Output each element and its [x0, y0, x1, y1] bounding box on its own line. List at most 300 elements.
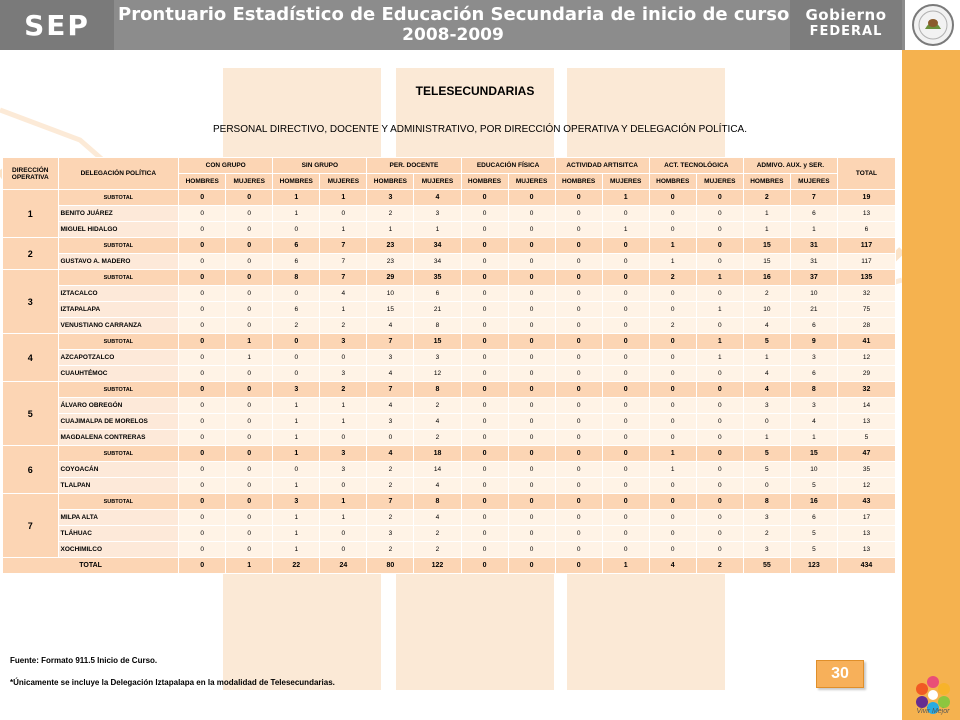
subtotal-value: 0: [461, 190, 508, 206]
table-cell: 3: [790, 350, 837, 366]
table-row: [3, 366, 896, 382]
table-cell: 12: [837, 350, 895, 366]
table-row: [3, 222, 896, 238]
table-cell: 2: [367, 462, 414, 478]
table-row: [3, 462, 896, 478]
subtotal-value: 0: [273, 334, 320, 350]
table-cell: 0: [696, 478, 743, 494]
subtotal-value: 8: [790, 382, 837, 398]
table-cell: 4: [320, 286, 367, 302]
table-cell: 0: [461, 510, 508, 526]
table-cell: 1: [320, 414, 367, 430]
table-cell: 2: [414, 542, 461, 558]
table-cell: 0: [179, 462, 226, 478]
subtotal-value: 34: [414, 238, 461, 254]
subtotal-value: 7: [367, 334, 414, 350]
table-cell: 1: [649, 254, 696, 270]
table-cell: 21: [790, 302, 837, 318]
table-cell: 13: [837, 206, 895, 222]
table-cell: 0: [743, 414, 790, 430]
table-cell: 0: [508, 254, 555, 270]
table-cell: 0: [743, 478, 790, 494]
table-cell: 0: [273, 286, 320, 302]
header-hombres: HOMBRES: [555, 174, 602, 190]
table-cell: 1: [273, 478, 320, 494]
header-group: ACTIVIDAD ARTISITCA: [555, 158, 649, 174]
subtotal-value: 0: [179, 190, 226, 206]
table-cell: 0: [273, 462, 320, 478]
delegacion-name: AZCAPOTZALCO: [58, 350, 179, 366]
table-cell: 1: [367, 222, 414, 238]
direccion-operativa-number: 5: [3, 382, 59, 446]
table-cell: 0: [179, 542, 226, 558]
table-cell: 0: [555, 222, 602, 238]
table-cell: 3: [414, 206, 461, 222]
header-hombres: HOMBRES: [649, 174, 696, 190]
table-cell: 0: [555, 286, 602, 302]
document-title: [118, 4, 788, 46]
table-cell: 0: [508, 462, 555, 478]
subtotal-value: 0: [555, 238, 602, 254]
table-cell: 0: [602, 462, 649, 478]
table-cell: 4: [414, 478, 461, 494]
table-cell: 2: [743, 286, 790, 302]
subtotal-value: 0: [508, 238, 555, 254]
table-cell: 0: [179, 350, 226, 366]
subtotal-value: 0: [649, 190, 696, 206]
subtotal-value: 0: [461, 334, 508, 350]
table-cell: 0: [226, 478, 273, 494]
table-cell: 0: [179, 430, 226, 446]
header-delegacion-politica: DELEGACIÓN POLÍTICA: [58, 158, 179, 190]
table-cell: 1: [743, 350, 790, 366]
subtotal-value: 0: [555, 270, 602, 286]
table-cell: 0: [508, 510, 555, 526]
total-value: 2: [696, 558, 743, 574]
total-value: 0: [555, 558, 602, 574]
table-cell: 0: [226, 430, 273, 446]
subtotal-value: 0: [226, 238, 273, 254]
table-cell: 0: [696, 318, 743, 334]
table-cell: 5: [837, 430, 895, 446]
table-cell: 0: [696, 222, 743, 238]
subtotal-value: 2: [320, 382, 367, 398]
table-cell: 0: [602, 366, 649, 382]
subtotal-value: 0: [649, 382, 696, 398]
subtotal-label: SUBTOTAL: [58, 334, 179, 350]
subtotal-value: 2: [649, 270, 696, 286]
total-value: 1: [602, 558, 649, 574]
table-cell: 0: [508, 430, 555, 446]
table-cell: 1: [273, 510, 320, 526]
table-cell: 10: [743, 302, 790, 318]
table-cell: 0: [508, 542, 555, 558]
table-cell: 32: [837, 286, 895, 302]
table-cell: 2: [367, 510, 414, 526]
table-cell: 0: [367, 430, 414, 446]
subtotal-value: 0: [508, 446, 555, 462]
subtotal-value: 0: [602, 382, 649, 398]
subtotal-value: 0: [696, 446, 743, 462]
table-row: [3, 414, 896, 430]
table-cell: 1: [273, 206, 320, 222]
table-cell: 1: [743, 222, 790, 238]
table-row: [3, 398, 896, 414]
header-mujeres: MUJERES: [602, 174, 649, 190]
table-cell: 0: [508, 398, 555, 414]
delegacion-name: TLÁHUAC: [58, 526, 179, 542]
table-cell: 0: [461, 318, 508, 334]
direccion-operativa-number: 2: [3, 238, 59, 270]
subtotal-value: 135: [837, 270, 895, 286]
total-value: 22: [273, 558, 320, 574]
table-row: [3, 254, 896, 270]
table-cell: 0: [320, 478, 367, 494]
table-cell: 3: [367, 526, 414, 542]
table-cell: 0: [602, 206, 649, 222]
table-cell: 23: [367, 254, 414, 270]
table-cell: 0: [461, 222, 508, 238]
table-cell: 0: [226, 526, 273, 542]
direccion-operativa-number: 1: [3, 190, 59, 238]
table-cell: 0: [602, 478, 649, 494]
table-cell: 0: [555, 542, 602, 558]
subtotal-value: 0: [179, 446, 226, 462]
table-cell: 0: [602, 414, 649, 430]
table-cell: 0: [226, 398, 273, 414]
table-cell: 0: [555, 430, 602, 446]
header-mujeres: MUJERES: [508, 174, 555, 190]
table-cell: 0: [273, 222, 320, 238]
table-cell: 6: [790, 318, 837, 334]
subtotal-value: 0: [461, 494, 508, 510]
delegacion-name: IZTAPALAPA: [58, 302, 179, 318]
table-row: [3, 318, 896, 334]
table-cell: 5: [743, 462, 790, 478]
subtotal-value: 3: [273, 494, 320, 510]
table-cell: 0: [179, 478, 226, 494]
table-cell: 0: [461, 542, 508, 558]
table-cell: 0: [320, 350, 367, 366]
subtotal-value: 0: [602, 334, 649, 350]
subtotal-value: 0: [461, 446, 508, 462]
subtotal-value: 0: [649, 334, 696, 350]
table-cell: 17: [837, 510, 895, 526]
table-cell: 6: [790, 206, 837, 222]
table-cell: 0: [555, 510, 602, 526]
subtotal-value: 0: [461, 382, 508, 398]
subtotal-value: 7: [320, 238, 367, 254]
table-cell: 0: [696, 526, 743, 542]
direccion-operativa-number: 7: [3, 494, 59, 558]
table-cell: 0: [696, 286, 743, 302]
header-mujeres: MUJERES: [790, 174, 837, 190]
subtotal-value: 1: [320, 190, 367, 206]
table-cell: 0: [649, 398, 696, 414]
table-cell: 6: [414, 286, 461, 302]
table-cell: 3: [320, 366, 367, 382]
table-cell: 1: [649, 462, 696, 478]
table-cell: 0: [179, 526, 226, 542]
subtotal-value: 35: [414, 270, 461, 286]
table-cell: 0: [696, 542, 743, 558]
table-cell: 0: [602, 526, 649, 542]
table-cell: 0: [508, 286, 555, 302]
subtotal-value: 37: [790, 270, 837, 286]
subtotal-value: 15: [790, 446, 837, 462]
delegacion-name: COYOACÁN: [58, 462, 179, 478]
subtotal-label: SUBTOTAL: [58, 494, 179, 510]
table-cell: 0: [320, 430, 367, 446]
subtotal-value: 0: [179, 382, 226, 398]
table-cell: 0: [649, 206, 696, 222]
table-cell: 0: [602, 398, 649, 414]
subtotal-value: 0: [508, 382, 555, 398]
table-cell: 1: [414, 222, 461, 238]
table-cell: 0: [226, 462, 273, 478]
total-value: 0: [179, 558, 226, 574]
gobierno-federal-logo: [790, 0, 902, 50]
title-line-1: Prontuario Estadístico de Educación Secundaria de inicio de curso: [118, 4, 790, 25]
subtotal-value: 6: [273, 238, 320, 254]
table-cell: 0: [226, 302, 273, 318]
table-cell: 0: [508, 526, 555, 542]
table-cell: 1: [273, 414, 320, 430]
table-cell: 0: [461, 462, 508, 478]
table-cell: 0: [508, 478, 555, 494]
direccion-operativa-number: 3: [3, 270, 59, 334]
table-cell: 0: [179, 398, 226, 414]
header-group: PER. DOCENTE: [367, 158, 461, 174]
subtotal-row: [3, 190, 896, 206]
table-cell: 10: [790, 286, 837, 302]
table-cell: 0: [226, 318, 273, 334]
subtotal-value: 0: [555, 446, 602, 462]
table-cell: 0: [696, 414, 743, 430]
table-cell: 1: [273, 542, 320, 558]
subtotal-value: 23: [367, 238, 414, 254]
table-cell: 0: [649, 222, 696, 238]
subtotal-label: SUBTOTAL: [58, 270, 179, 286]
table-cell: 1: [226, 350, 273, 366]
table-cell: 0: [555, 414, 602, 430]
subtotal-value: 7: [367, 494, 414, 510]
subtotal-label: SUBTOTAL: [58, 382, 179, 398]
table-cell: 14: [414, 462, 461, 478]
table-cell: 0: [461, 430, 508, 446]
table-cell: 0: [273, 366, 320, 382]
table-cell: 0: [696, 206, 743, 222]
table-cell: 13: [837, 526, 895, 542]
table-cell: 0: [555, 366, 602, 382]
table-cell: 0: [555, 478, 602, 494]
table-cell: 0: [320, 542, 367, 558]
subtotal-value: 19: [837, 190, 895, 206]
table-cell: 1: [790, 222, 837, 238]
total-value: 55: [743, 558, 790, 574]
subtotal-value: 0: [602, 494, 649, 510]
delegacion-name: CUAUHTÉMOC: [58, 366, 179, 382]
subtotal-value: 8: [273, 270, 320, 286]
subtotal-row: [3, 446, 896, 462]
table-cell: 0: [226, 286, 273, 302]
table-cell: 10: [367, 286, 414, 302]
subtotal-value: 0: [179, 334, 226, 350]
table-cell: 0: [649, 510, 696, 526]
table-cell: 4: [367, 318, 414, 334]
table-cell: 0: [602, 430, 649, 446]
table-cell: 1: [696, 302, 743, 318]
table-cell: 0: [461, 526, 508, 542]
subtotal-label: SUBTOTAL: [58, 190, 179, 206]
subtotal-value: 0: [696, 494, 743, 510]
delegacion-name: BENITO JUÁREZ: [58, 206, 179, 222]
subtotal-value: 0: [555, 190, 602, 206]
header-hombres: HOMBRES: [743, 174, 790, 190]
table-cell: 0: [649, 302, 696, 318]
total-value: 123: [790, 558, 837, 574]
direccion-operativa-number: 4: [3, 334, 59, 382]
table-cell: 15: [367, 302, 414, 318]
header-hombres: HOMBRES: [461, 174, 508, 190]
table-cell: 1: [696, 350, 743, 366]
table-cell: 0: [179, 414, 226, 430]
subtotal-value: 2: [743, 190, 790, 206]
table-cell: 4: [414, 414, 461, 430]
table-cell: 0: [461, 366, 508, 382]
subtotal-row: [3, 494, 896, 510]
table-cell: 0: [649, 414, 696, 430]
subtotal-value: 18: [414, 446, 461, 462]
table-cell: 5: [790, 542, 837, 558]
table-cell: 0: [226, 414, 273, 430]
subtotal-value: 1: [696, 334, 743, 350]
subtotal-value: 7: [367, 382, 414, 398]
subtotal-value: 0: [508, 190, 555, 206]
subtotal-label: SUBTOTAL: [58, 238, 179, 254]
table-row: [3, 302, 896, 318]
table-cell: 0: [508, 414, 555, 430]
subtotal-value: 0: [179, 270, 226, 286]
table-cell: 0: [696, 462, 743, 478]
table-cell: 0: [696, 366, 743, 382]
table-cell: 0: [696, 398, 743, 414]
subtotal-value: 0: [179, 238, 226, 254]
subtotal-value: 3: [320, 446, 367, 462]
delegacion-name: CUAJIMALPA DE MORELOS: [58, 414, 179, 430]
header-group: CON GRUPO: [179, 158, 273, 174]
table-cell: 6: [273, 254, 320, 270]
table-row: [3, 510, 896, 526]
header-group: SIN GRUPO: [273, 158, 367, 174]
table-cell: 4: [367, 366, 414, 382]
table-cell: 0: [696, 510, 743, 526]
total-value: 434: [837, 558, 895, 574]
table-cell: 0: [273, 350, 320, 366]
total-value: 0: [461, 558, 508, 574]
table-cell: 0: [226, 366, 273, 382]
table-cell: 4: [743, 366, 790, 382]
subtotal-value: 5: [743, 446, 790, 462]
delegacion-name: MILPA ALTA: [58, 510, 179, 526]
table-cell: 3: [320, 462, 367, 478]
subtotal-value: 0: [602, 238, 649, 254]
subtotal-value: 3: [367, 190, 414, 206]
table-cell: 0: [649, 478, 696, 494]
table-cell: 6: [790, 366, 837, 382]
header-mujeres: MUJERES: [414, 174, 461, 190]
table-cell: 2: [649, 318, 696, 334]
table-cell: 3: [367, 350, 414, 366]
header-mujeres: MUJERES: [320, 174, 367, 190]
table-cell: 0: [320, 206, 367, 222]
subtotal-value: 4: [414, 190, 461, 206]
table-cell: 10: [790, 462, 837, 478]
table-cell: 0: [179, 206, 226, 222]
subtotal-value: 1: [649, 446, 696, 462]
table-cell: 5: [790, 526, 837, 542]
subtotal-value: 4: [743, 382, 790, 398]
table-cell: 13: [837, 414, 895, 430]
table-cell: 6: [273, 302, 320, 318]
total-value: 122: [414, 558, 461, 574]
table-cell: 0: [649, 526, 696, 542]
table-cell: 0: [696, 430, 743, 446]
delegacion-name: XOCHIMILCO: [58, 542, 179, 558]
table-cell: 2: [414, 430, 461, 446]
table-cell: 0: [179, 254, 226, 270]
table-cell: 0: [508, 302, 555, 318]
subtotal-value: 32: [837, 382, 895, 398]
table-cell: 31: [790, 254, 837, 270]
table-cell: 14: [837, 398, 895, 414]
header-hombres: HOMBRES: [367, 174, 414, 190]
subtotal-value: 31: [790, 238, 837, 254]
subtotal-value: 1: [273, 190, 320, 206]
table-cell: 0: [179, 222, 226, 238]
header-hombres: HOMBRES: [179, 174, 226, 190]
table-cell: 0: [555, 526, 602, 542]
table-cell: 1: [320, 302, 367, 318]
vivir-mejor-text: Vivir Mejor: [916, 708, 950, 715]
table-cell: 0: [461, 254, 508, 270]
table-cell: 15: [743, 254, 790, 270]
header-direccion-operativa: DIRECCIÓN OPERATIVA: [3, 158, 59, 190]
table-cell: 3: [414, 350, 461, 366]
table-cell: 2: [367, 542, 414, 558]
subtotal-value: 16: [790, 494, 837, 510]
table-cell: 0: [508, 206, 555, 222]
table-cell: 35: [837, 462, 895, 478]
table-cell: 0: [508, 318, 555, 334]
subtotal-value: 9: [790, 334, 837, 350]
table-cell: 6: [790, 510, 837, 526]
table-row: [3, 542, 896, 558]
delegacion-name: MIGUEL HIDALGO: [58, 222, 179, 238]
table-cell: 0: [508, 366, 555, 382]
table-cell: 2: [320, 318, 367, 334]
table-cell: 6: [837, 222, 895, 238]
table-cell: 0: [461, 350, 508, 366]
subtotal-value: 8: [414, 382, 461, 398]
subtotal-value: 41: [837, 334, 895, 350]
table-cell: 2: [273, 318, 320, 334]
subtotal-value: 117: [837, 238, 895, 254]
table-cell: 75: [837, 302, 895, 318]
table-cell: 7: [320, 254, 367, 270]
header-mujeres: MUJERES: [226, 174, 273, 190]
table-row: [3, 350, 896, 366]
